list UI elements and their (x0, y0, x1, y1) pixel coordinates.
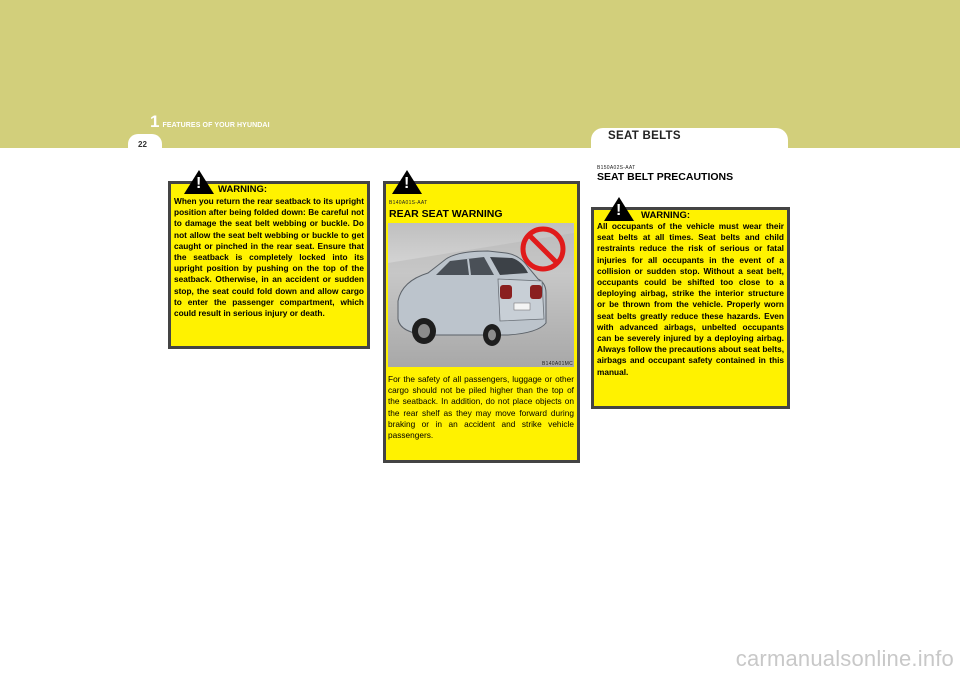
chapter-number: 1 (150, 112, 160, 131)
warning-triangle-icon: ! (392, 170, 422, 194)
middle-heading: REAR SEAT WARNING (389, 208, 503, 220)
warning-triangle-icon: ! (184, 170, 214, 194)
right-warning-text: All occupants of the vehicle must wear their seat belts at all times. Seat belts and child restraints reduce the risk of serious or fatal injuries for all occupants in the event of a collision or sudden stop. Without a seat belt, occupants could be shifted too close to a deploying airbag, strike the interior structure or be thrown from the vehicle. Properly worn seat belts greatly reduce these hazards. Even with advanced airbags, unbelted occupants can be severely injured by a deploying airbag. Always follow the precautions about seat belts, airbags and occupant safety contained in this manual. (597, 221, 784, 377)
left-warning-title: WARNING: (218, 184, 268, 195)
warning-triangle-icon: ! (604, 197, 634, 221)
right-warning-title: WARNING: (641, 210, 691, 221)
chapter-header (150, 112, 270, 132)
car-illustration (388, 223, 574, 367)
page-number: 22 (138, 140, 147, 149)
image-code: B140A01MC (542, 361, 574, 367)
header-band (0, 0, 960, 148)
watermark: carmanualsonline.info (735, 646, 954, 671)
section-title: SEAT BELTS (608, 130, 681, 142)
chapter-title: FEATURES OF YOUR HYUNDAI (162, 122, 270, 129)
right-heading: SEAT BELT PRECAUTIONS (597, 171, 734, 183)
middle-section-code: B140A01S-AAT (389, 200, 428, 206)
right-section-code: B150A02S-AAT (597, 165, 636, 171)
middle-warning-text: For the safety of all passengers, luggage or other cargo should not be piled higher than the top of the seatback. In addition, do not place objects on the rear shelf as they may move forward during braking or in an accident and strike vehicle passengers. (388, 374, 574, 441)
left-warning-text: When you return the rear seatback to its upright position after being folded down: Be careful not to damage the seat belt webbing or buckle. Do not allow the seat belt webbing or buckle to get caught or pinched in the rear seat. Ensure that the seatback is completely locked into its upright position by pushing on the top of the seatback. Otherwise, in an accident or sudden stop, the seat could fold down and allow cargo to enter the passenger compartment, which could result in serious injury or death. (174, 196, 364, 319)
rear-shelf-car-photo (388, 223, 574, 367)
